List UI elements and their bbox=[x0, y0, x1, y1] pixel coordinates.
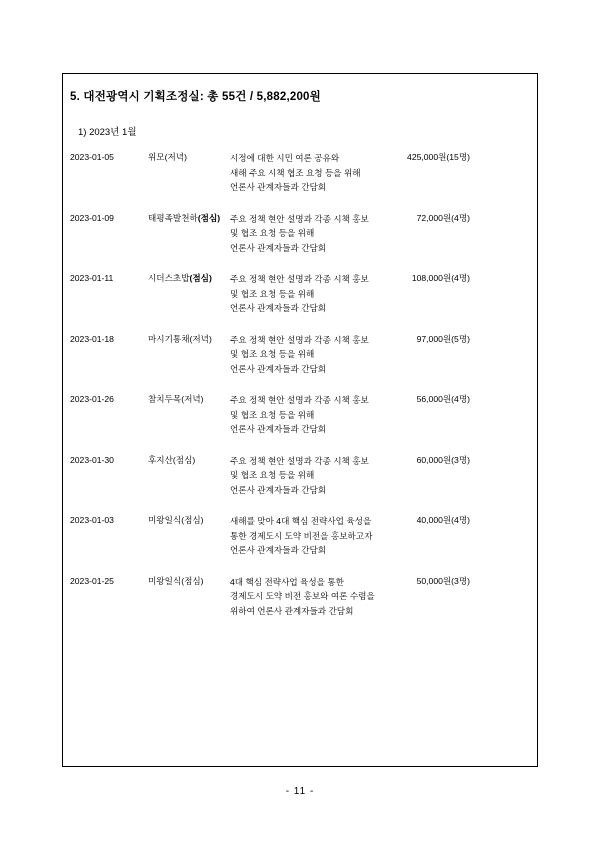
purpose-line: 및 협조 요청 등을 위해 bbox=[230, 349, 315, 359]
purpose-line: 주요 정책 현안 설명과 각종 시책 홍보 bbox=[230, 274, 369, 284]
cell-place bbox=[148, 513, 230, 527]
cell-amount: 60,000원(3명) bbox=[416, 454, 470, 465]
purpose-line: 언론사 관계자들과 간담회 bbox=[230, 182, 327, 192]
cell-place-text: 참치두목(저녁) bbox=[148, 394, 204, 404]
table-row bbox=[70, 271, 470, 316]
cell-amount: 97,000원(5명) bbox=[416, 333, 470, 344]
cell-amount: 40,000원(4명) bbox=[416, 515, 470, 525]
page-number: - 11 - bbox=[285, 786, 315, 797]
cell-place-text: 시더스초밥 bbox=[148, 273, 190, 283]
purpose-line: 주요 정책 현안 설명과 각종 시책 홍보 bbox=[230, 213, 369, 224]
cell-place-emphasis: (점심) bbox=[197, 212, 221, 223]
cell-place bbox=[148, 150, 230, 164]
cell-date: 2023-01-03 bbox=[70, 515, 114, 525]
cell-date: 2023-01-26 bbox=[70, 394, 114, 404]
cell-place-text: 후지산(점심) bbox=[148, 454, 196, 465]
cell-date: 2023-01-30 bbox=[70, 454, 114, 465]
cell-amount: 72,000원(4명) bbox=[416, 212, 470, 223]
cell-purpose bbox=[230, 271, 394, 316]
cell-purpose bbox=[230, 574, 394, 619]
cell-place-emphasis: (점심) bbox=[189, 273, 212, 283]
cell-place bbox=[148, 392, 230, 406]
cell-date: 2023-01-18 bbox=[70, 333, 114, 344]
page-title: 5. 대전광역시 기획조정실: 총 55건 / 5,882,200원 bbox=[70, 91, 321, 103]
cell-place-text: 태평족발천하 bbox=[148, 212, 198, 223]
purpose-line: 시정에 대한 시민 여론 공유와 bbox=[230, 153, 340, 163]
cell-amount: 50,000원(3명) bbox=[416, 575, 470, 586]
purpose-line: 언론사 관계자들과 간담회 bbox=[230, 545, 327, 555]
purpose-line: 언론사 관계자들과 간담회 bbox=[230, 303, 327, 313]
table-row bbox=[70, 150, 470, 195]
cell-purpose bbox=[230, 211, 394, 256]
purpose-line: 주요 정책 현안 설명과 각종 시책 홍보 bbox=[230, 334, 369, 345]
table-row bbox=[70, 574, 470, 619]
cell-date: 2023-01-11 bbox=[70, 273, 114, 283]
purpose-line: 및 협조 요청 등을 위해 bbox=[230, 470, 315, 480]
cell-amount: 108,000원(4명) bbox=[411, 273, 470, 283]
expense-table bbox=[70, 150, 470, 634]
purpose-line: 경제도시 도약 비전 홍보와 여론 수렴을 bbox=[230, 591, 375, 601]
purpose-line: 및 협조 요청 등을 위해 bbox=[230, 228, 315, 238]
purpose-line: 및 협조 요청 등을 위해 bbox=[230, 409, 315, 420]
cell-purpose bbox=[230, 513, 394, 558]
table-row bbox=[70, 453, 470, 498]
section-subtitle: 1) 2023년 1월 bbox=[78, 127, 137, 138]
cell-place bbox=[148, 453, 230, 467]
purpose-line: 새해를 맞아 4대 핵심 전략사업 육성을 bbox=[230, 516, 372, 526]
cell-place bbox=[148, 574, 230, 588]
purpose-line: 및 협조 요청 등을 위해 bbox=[230, 288, 315, 299]
cell-amount: 56,000원(4명) bbox=[416, 394, 470, 404]
cell-purpose bbox=[230, 150, 394, 195]
purpose-line: 언론사 관계자들과 간담회 bbox=[230, 424, 327, 434]
cell-purpose bbox=[230, 392, 394, 437]
purpose-line: 새해 주요 시책 협조 요청 등을 위해 bbox=[230, 167, 361, 178]
purpose-line: 언론사 관계자들과 간담회 bbox=[230, 363, 327, 374]
purpose-line: 4대 핵심 전략사업 육성을 통한 bbox=[230, 576, 344, 587]
purpose-line: 통한 경제도시 도약 비전을 홍보하고자 bbox=[230, 530, 373, 541]
cell-date: 2023-01-09 bbox=[70, 212, 114, 223]
cell-place bbox=[148, 211, 230, 225]
cell-place bbox=[148, 332, 230, 346]
cell-place bbox=[148, 271, 230, 285]
table-row bbox=[70, 332, 470, 377]
purpose-line: 주요 정책 현안 설명과 각종 시책 홍보 bbox=[230, 455, 369, 466]
cell-purpose bbox=[230, 332, 394, 377]
cell-place-text: 미왕일식(점심) bbox=[148, 515, 204, 525]
purpose-line: 주요 정책 현안 설명과 각종 시책 홍보 bbox=[230, 395, 369, 405]
cell-purpose bbox=[230, 453, 394, 498]
purpose-line: 언론사 관계자들과 간담회 bbox=[230, 484, 327, 495]
table-row bbox=[70, 392, 470, 437]
table-row bbox=[70, 513, 470, 558]
cell-date: 2023-01-25 bbox=[70, 575, 114, 586]
cell-date: 2023-01-05 bbox=[70, 152, 114, 162]
cell-place-text: 미왕일식(점심) bbox=[148, 575, 204, 586]
purpose-line: 언론사 관계자들과 간담회 bbox=[230, 242, 327, 253]
purpose-line: 위하여 언론사 관계자들과 간담회 bbox=[230, 605, 354, 616]
table-row bbox=[70, 211, 470, 256]
cell-amount: 425,000원(15명) bbox=[407, 152, 470, 162]
cell-place-text: 마시기통채(저녁) bbox=[148, 333, 212, 344]
cell-place-text: 위모(저녁) bbox=[148, 152, 187, 162]
